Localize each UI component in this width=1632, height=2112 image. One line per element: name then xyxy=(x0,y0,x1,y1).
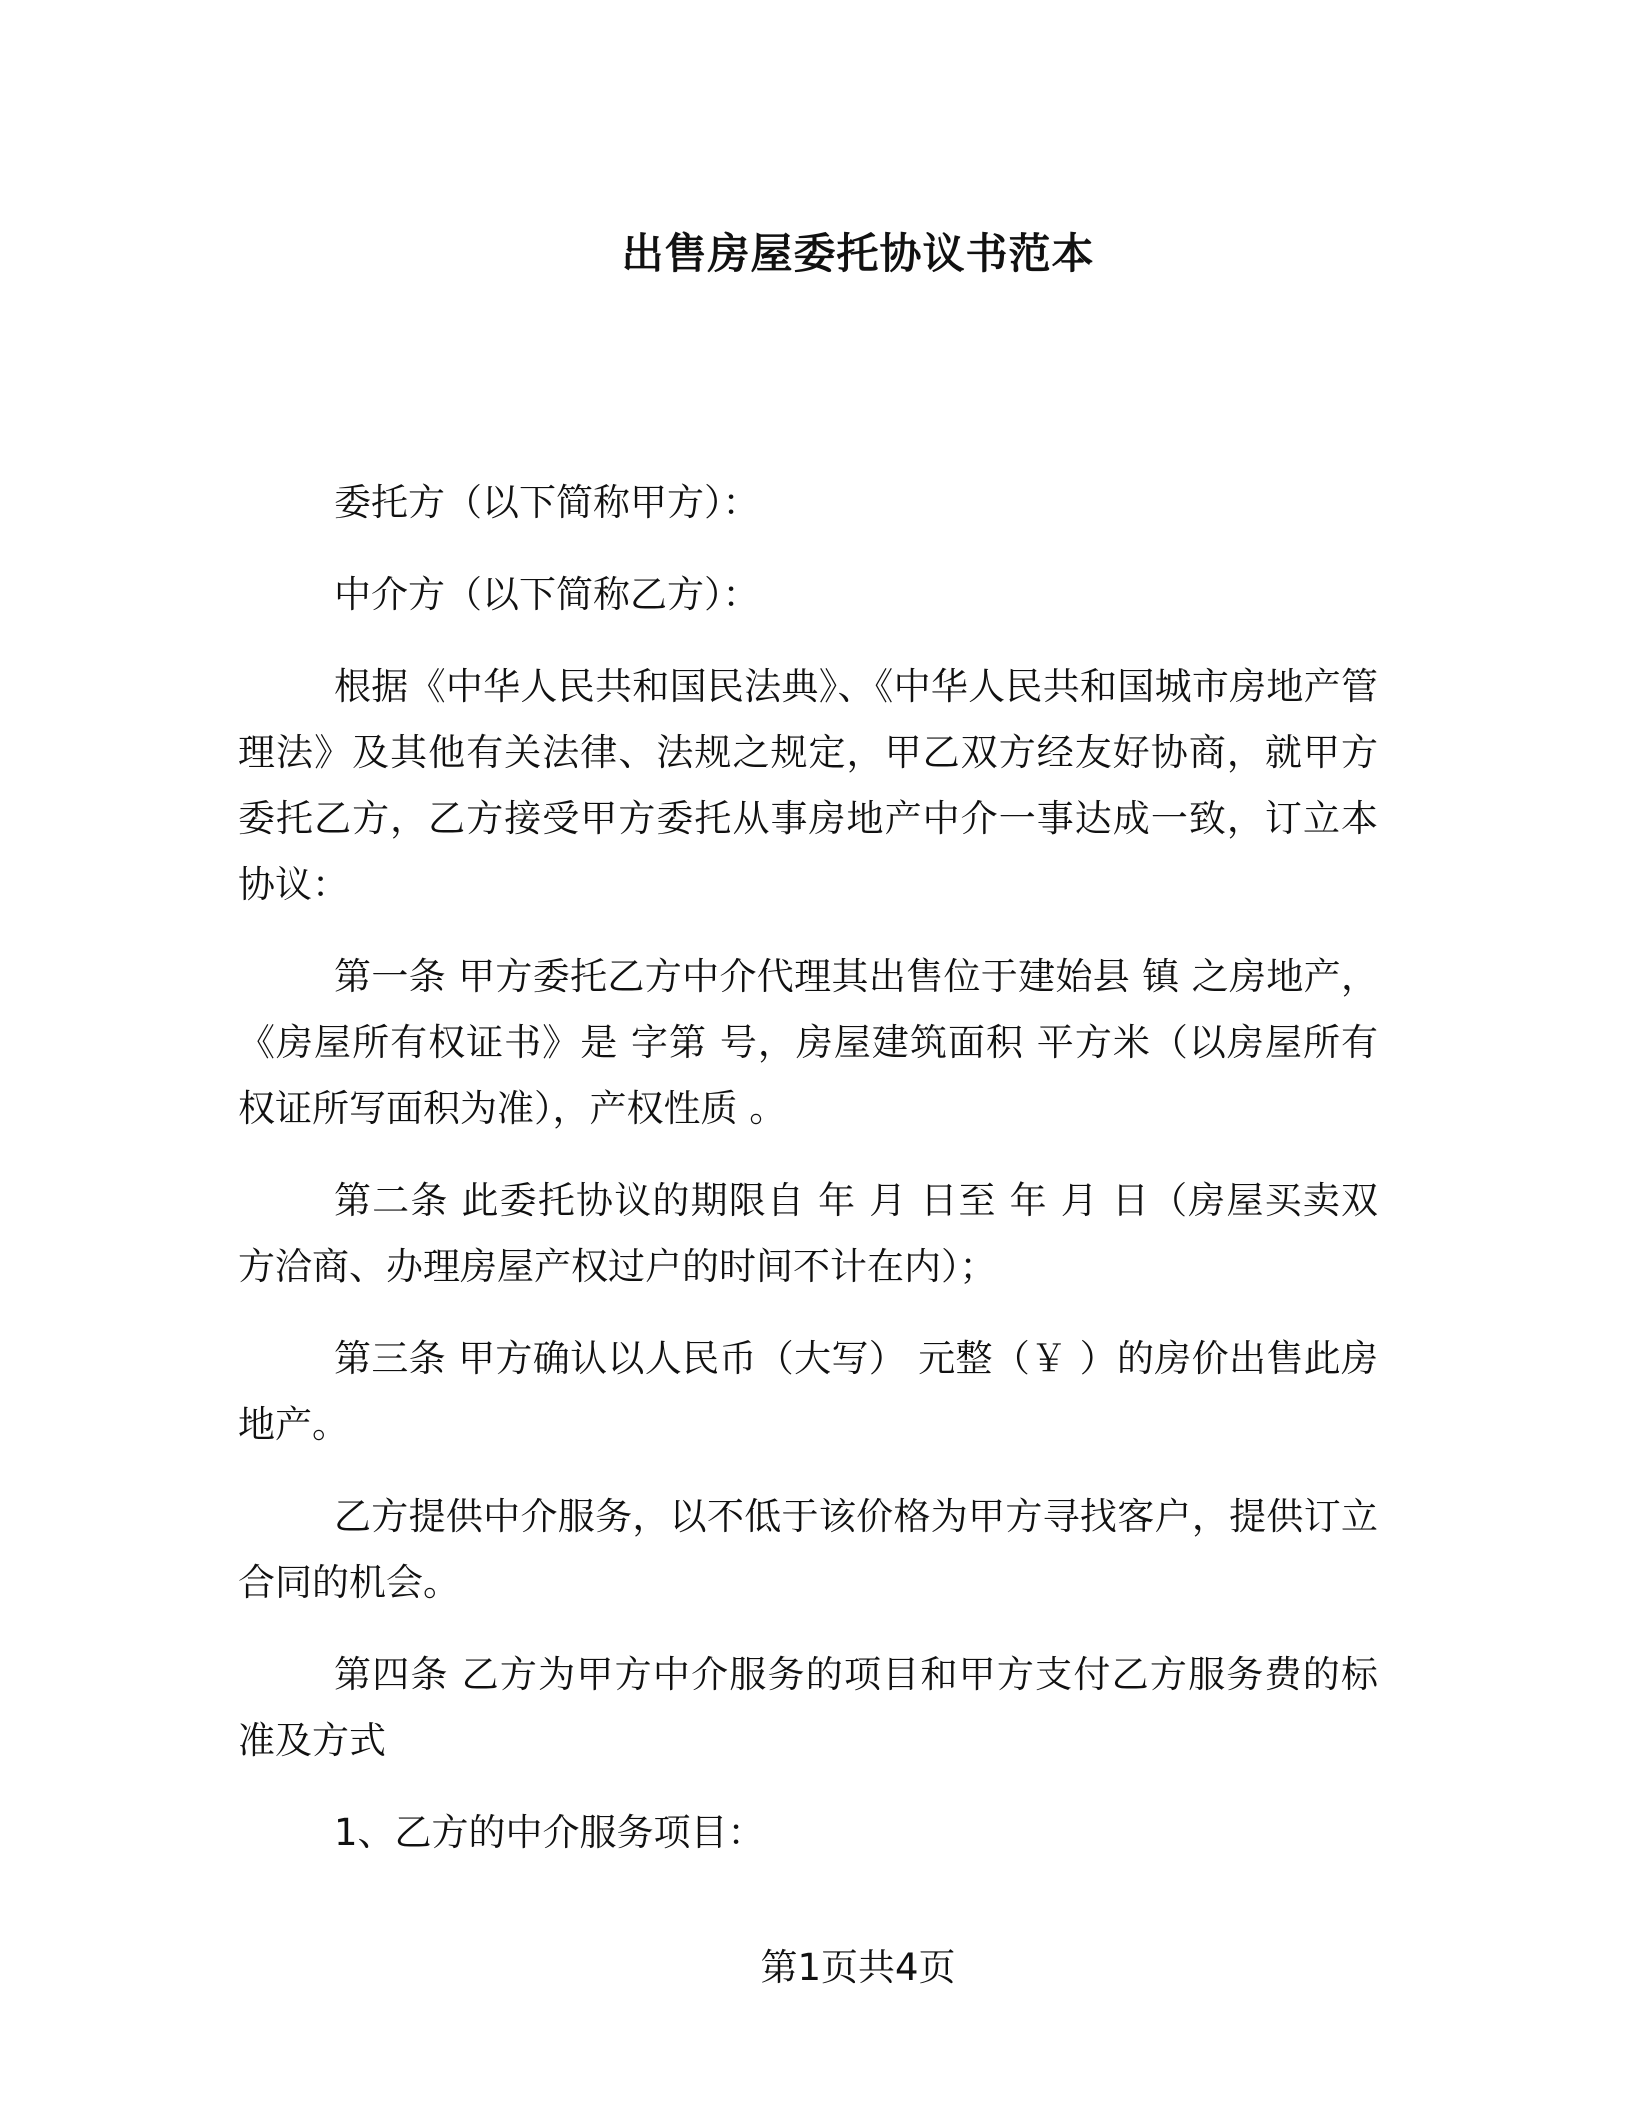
paragraph-article-4: 第四条 乙方为甲方中介服务的项目和甲方支付乙方服务费的标准及方式 xyxy=(238,1653,1378,1762)
document-body xyxy=(238,470,1378,1892)
document-title: 出售房屋委托协议书范本 xyxy=(621,229,1095,278)
paragraph-article-3: 第三条 甲方确认以人民币（大写） 元整（￥ ）的房价出售此房地产。 xyxy=(238,1337,1378,1446)
paragraph-article-1: 第一条 甲方委托乙方中介代理其出售位于建始县 镇 之房地产，《房屋所有权证书》是 字第 号，房屋建筑面积 平方米（以房屋所有权证所写面积为准），产权性质 。 xyxy=(238,955,1378,1130)
page-number-footer: 第1页共4页 xyxy=(760,1946,956,1989)
paragraph-service-note: 乙方提供中介服务，以不低于该价格为甲方寻找客户，提供订立合同的机会。 xyxy=(238,1495,1378,1604)
paragraph-principal: 委托方（以下简称甲方）： xyxy=(334,481,760,524)
paragraph-item-1: 1、乙方的中介服务项目： xyxy=(334,1811,765,1854)
paragraph-preamble: 根据《中华人民共和国民法典》、《中华人民共和国城市房地产管理法》及其他有关法律、法规之规定，甲乙双方经友好协商，就甲方委托乙方，乙方接受甲方委托从事房地产中介一事达成一致，订立本协议： xyxy=(238,665,1378,906)
paragraph-agent: 中介方（以下简称乙方）： xyxy=(334,573,760,616)
paragraph-article-2: 第二条 此委托协议的期限自 年 月 日至 年 月 日（房屋买卖双方洽商、办理房屋产权过户的时间不计在内）； xyxy=(238,1179,1378,1288)
